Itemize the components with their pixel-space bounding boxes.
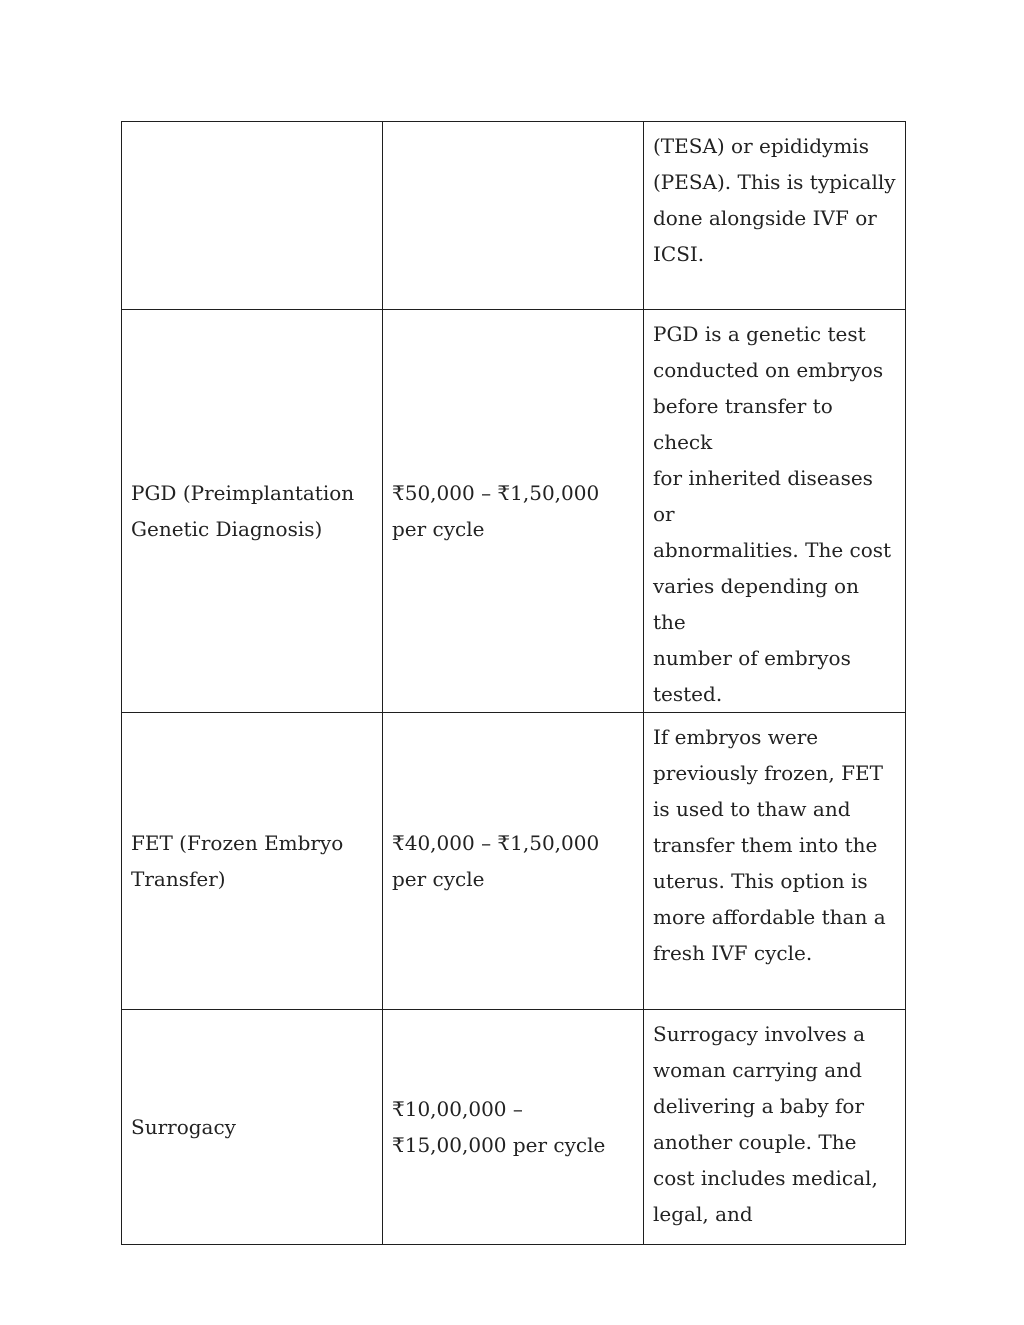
treatment-cell — [122, 310, 383, 713]
description-cell — [644, 122, 906, 310]
table-row — [122, 1010, 906, 1245]
table-row — [122, 122, 906, 310]
treatment-cell — [122, 122, 383, 310]
treatment-cell — [122, 1010, 383, 1245]
table-row — [122, 713, 906, 1010]
description-cell — [644, 713, 906, 1010]
table-row — [122, 310, 906, 713]
treatment-description: PGD is a genetic test conducted on embryos before transfer to check for inherited diseases or abnormalities. The cost varies depending on the number of embryos tested. — [653, 322, 892, 706]
cost-cell — [383, 713, 644, 1010]
description-cell — [644, 1010, 906, 1245]
treatment-description: If embryos were previously frozen, FET is used to thaw and transfer them into the uterus. This option is more affordable than a fresh IVF cycle. — [653, 725, 886, 965]
cost-cell — [383, 310, 644, 713]
treatment-name: Surrogacy — [131, 1115, 236, 1139]
cost-cell — [383, 1010, 644, 1245]
treatment-cost: ₹50,000 – ₹1,50,000 per cycle — [392, 481, 600, 541]
treatment-cost: ₹10,00,000 – ₹15,00,000 per cycle — [392, 1097, 606, 1157]
treatment-name: PGD (Preimplantation Genetic Diagnosis) — [131, 481, 355, 541]
treatment-cost: ₹40,000 – ₹1,50,000 per cycle — [392, 831, 600, 891]
treatment-cost-table — [121, 121, 906, 1245]
description-cell — [644, 310, 906, 713]
treatment-description: Surrogacy involves a woman carrying and delivering a baby for another couple. The cost includes medical, legal, and — [653, 1022, 878, 1226]
cost-cell — [383, 122, 644, 310]
treatment-cell — [122, 713, 383, 1010]
treatment-description: (TESA) or epididymis (PESA). This is typically done alongside IVF or ICSI. — [653, 134, 896, 266]
treatment-name: FET (Frozen Embryo Transfer) — [131, 831, 344, 891]
